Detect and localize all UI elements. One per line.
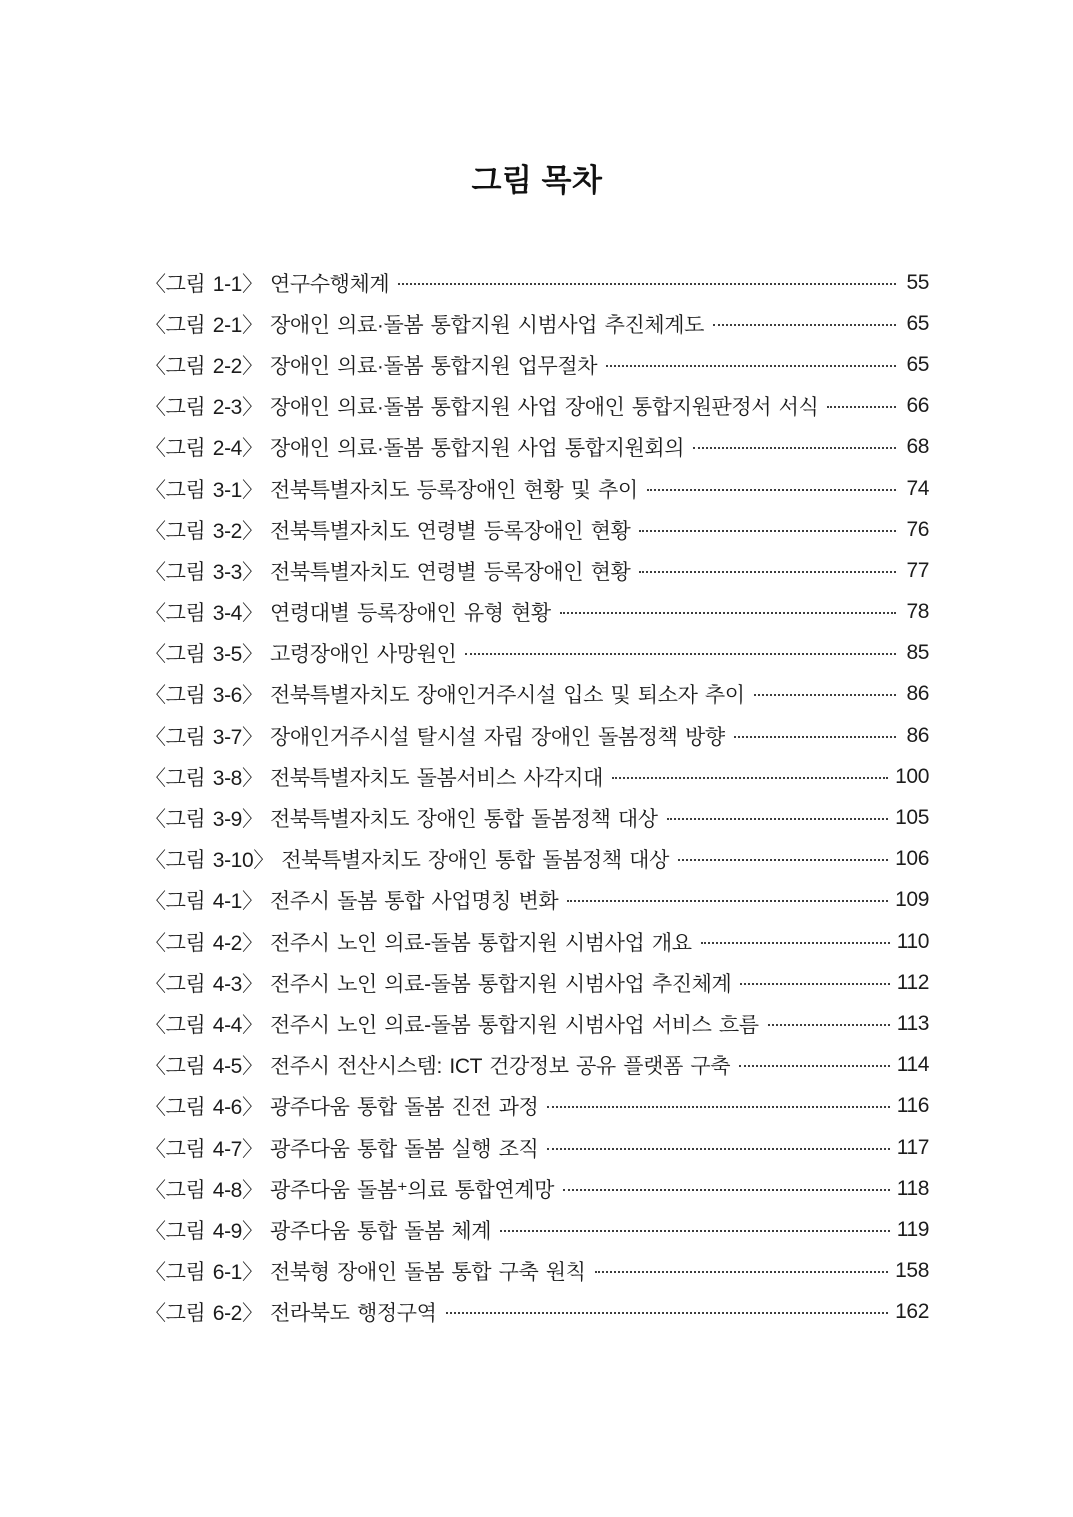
- dot-leader: [739, 1065, 890, 1067]
- toc-entry-label: 〈그림 3-4〉 연령대별 등록장애인 유형 현황: [145, 602, 551, 626]
- toc-entry-page: 105: [895, 806, 929, 830]
- toc-entry-page: 162: [895, 1300, 929, 1324]
- toc-entry-page: 55: [906, 270, 929, 294]
- toc-entry-page: 85: [906, 641, 929, 665]
- toc-entry-label: 〈그림 3-1〉 전북특별자치도 등록장애인 현황 및 추이: [145, 478, 638, 502]
- toc-entry-label: 〈그림 2-3〉 장애인 의료·돌봄 통합지원 사업 장애인 통합지원판정서 서식: [145, 396, 819, 420]
- toc-entry: [145, 427, 929, 468]
- toc-entry-page: 112: [896, 970, 929, 994]
- toc-entry: [145, 1168, 929, 1209]
- dot-leader: [547, 1148, 889, 1150]
- toc-entry-label: 〈그림 3-10〉 전북특별자치도 장애인 통합 돌봄정책 대상: [145, 849, 669, 873]
- toc-entry-label: 〈그림 3-3〉 전북특별자치도 연령별 등록장애인 현황: [145, 560, 631, 584]
- toc-entry-label: 〈그림 4-1〉 전주시 돌봄 통합 사업명칭 변화: [145, 890, 559, 914]
- toc-entry-label: 〈그림 3-9〉 전북특별자치도 장애인 통합 돌봄정책 대상: [145, 808, 658, 832]
- toc-entry-label: 〈그림 1-1〉 연구수행체계: [145, 272, 390, 296]
- toc-entry: [145, 1292, 929, 1333]
- toc-entry: [145, 592, 929, 633]
- toc-entry-page: 119: [896, 1217, 929, 1241]
- dot-leader: [693, 447, 896, 449]
- toc-entry-page: 106: [895, 847, 929, 871]
- toc-entry: [145, 550, 929, 591]
- toc-entry-page: 74: [906, 476, 929, 500]
- toc-entry-label: 〈그림 4-3〉 전주시 노인 의료-돌봄 통합지원 시범사업 추진체계: [145, 972, 732, 996]
- dot-leader: [647, 489, 896, 491]
- toc-entry-page: 65: [906, 352, 929, 376]
- dot-leader: [606, 365, 896, 367]
- dot-leader: [639, 571, 896, 573]
- toc-entry-label: 〈그림 3-5〉 고령장애인 사망원인: [145, 643, 457, 667]
- toc-entry: [145, 921, 929, 962]
- toc-entry-page: 116: [896, 1094, 929, 1118]
- toc-entry-page: 109: [895, 888, 929, 912]
- toc-entry-label: 〈그림 4-2〉 전주시 노인 의료-돌봄 통합지원 시범사업 개요: [145, 931, 692, 955]
- toc-entry-label: 〈그림 4-5〉 전주시 전산시스템: ICT 건강정보 공유 플랫폼 구축: [145, 1055, 731, 1079]
- dot-leader: [678, 859, 888, 861]
- dot-leader: [701, 942, 890, 944]
- toc-entry-page: 65: [906, 311, 929, 335]
- dot-leader: [563, 1189, 890, 1191]
- toc-entry-page: 114: [896, 1053, 929, 1077]
- toc-entry: [145, 715, 929, 756]
- dot-leader: [768, 1024, 890, 1026]
- toc-entry-page: 78: [906, 600, 929, 624]
- dot-leader: [740, 983, 889, 985]
- toc-entry-label: 〈그림 3-6〉 전북특별자치도 장애인거주시설 입소 및 퇴소자 추이: [145, 684, 745, 708]
- toc-entry: [145, 1209, 929, 1250]
- toc-entry-page: 158: [895, 1259, 929, 1283]
- toc-entry-label: 〈그림 6-2〉 전라북도 행정구역: [145, 1302, 437, 1326]
- dot-leader: [500, 1230, 890, 1232]
- toc-entry-label: 〈그림 2-1〉 장애인 의료·돌봄 통합지원 시범사업 추진체계도: [145, 313, 705, 337]
- toc-entry-label: 〈그림 4-6〉 광주다움 통합 돌봄 진전 과정: [145, 1096, 539, 1120]
- toc-entry: [145, 386, 929, 427]
- toc-entry: [145, 344, 929, 385]
- dot-leader: [547, 1106, 889, 1108]
- toc-entry: [145, 509, 929, 550]
- toc-entry-page: 86: [906, 723, 929, 747]
- toc-entry: [145, 962, 929, 1003]
- toc-entry-label: 〈그림 4-8〉 광주다움 돌봄⁺의료 통합연계망: [145, 1178, 555, 1202]
- toc-entry-label: 〈그림 6-1〉 전북형 장애인 돌봄 통합 구축 원칙: [145, 1261, 586, 1285]
- toc-entry-label: 〈그림 4-9〉 광주다움 통합 돌봄 체계: [145, 1219, 492, 1243]
- toc-entry-page: 76: [906, 517, 929, 541]
- toc-entry: [145, 262, 929, 303]
- toc-entry: [145, 468, 929, 509]
- dot-leader: [446, 1312, 889, 1314]
- dot-leader: [754, 694, 896, 696]
- toc-entry: [145, 1251, 929, 1292]
- toc-entry-label: 〈그림 4-7〉 광주다움 통합 돌봄 실행 조직: [145, 1137, 539, 1161]
- dot-leader: [667, 818, 888, 820]
- dot-leader: [560, 612, 896, 614]
- dot-leader: [595, 1271, 889, 1273]
- toc-entry: [145, 839, 929, 880]
- toc-entry: [145, 303, 929, 344]
- toc-entry: [145, 1127, 929, 1168]
- toc-entry: [145, 756, 929, 797]
- toc-entry: [145, 797, 929, 838]
- dot-leader: [639, 530, 896, 532]
- toc-entry-label: 〈그림 2-2〉 장애인 의료·돌봄 통합지원 업무절차: [145, 354, 598, 378]
- dot-leader: [612, 777, 888, 779]
- toc-entry: [145, 1086, 929, 1127]
- figure-toc-list: [145, 262, 929, 1333]
- toc-entry-page: 100: [895, 764, 929, 788]
- toc-entry-page: 68: [906, 435, 929, 459]
- toc-entry: [145, 1045, 929, 1086]
- toc-entry-label: 〈그림 4-4〉 전주시 노인 의료-돌봄 통합지원 시범사업 서비스 흐름: [145, 1013, 759, 1037]
- toc-entry-label: 〈그림 3-7〉 장애인거주시설 탈시설 자립 장애인 돌봄정책 방향: [145, 725, 725, 749]
- toc-entry-page: 110: [896, 929, 929, 953]
- dot-leader: [734, 736, 896, 738]
- toc-entry-label: 〈그림 3-2〉 전북특별자치도 연령별 등록장애인 현황: [145, 519, 631, 543]
- toc-entry: [145, 633, 929, 674]
- toc-entry: [145, 880, 929, 921]
- page-title: 그림 목차: [471, 163, 603, 198]
- dot-leader: [713, 324, 896, 326]
- dot-leader: [398, 283, 896, 285]
- toc-entry: [145, 1003, 929, 1044]
- dot-leader: [465, 653, 896, 655]
- toc-entry-page: 86: [906, 682, 929, 706]
- toc-entry-label: 〈그림 3-8〉 전북특별자치도 돌봄서비스 사각지대: [145, 766, 604, 790]
- toc-entry-page: 77: [906, 558, 929, 582]
- toc-entry-label: 〈그림 2-4〉 장애인 의료·돌봄 통합지원 사업 통합지원회의: [145, 437, 685, 461]
- toc-entry-page: 118: [896, 1176, 929, 1200]
- toc-entry-page: 113: [896, 1011, 929, 1035]
- toc-entry-page: 117: [896, 1135, 929, 1159]
- dot-leader: [567, 900, 888, 902]
- dot-leader: [827, 406, 896, 408]
- toc-entry: [145, 674, 929, 715]
- toc-entry-page: 66: [906, 394, 929, 418]
